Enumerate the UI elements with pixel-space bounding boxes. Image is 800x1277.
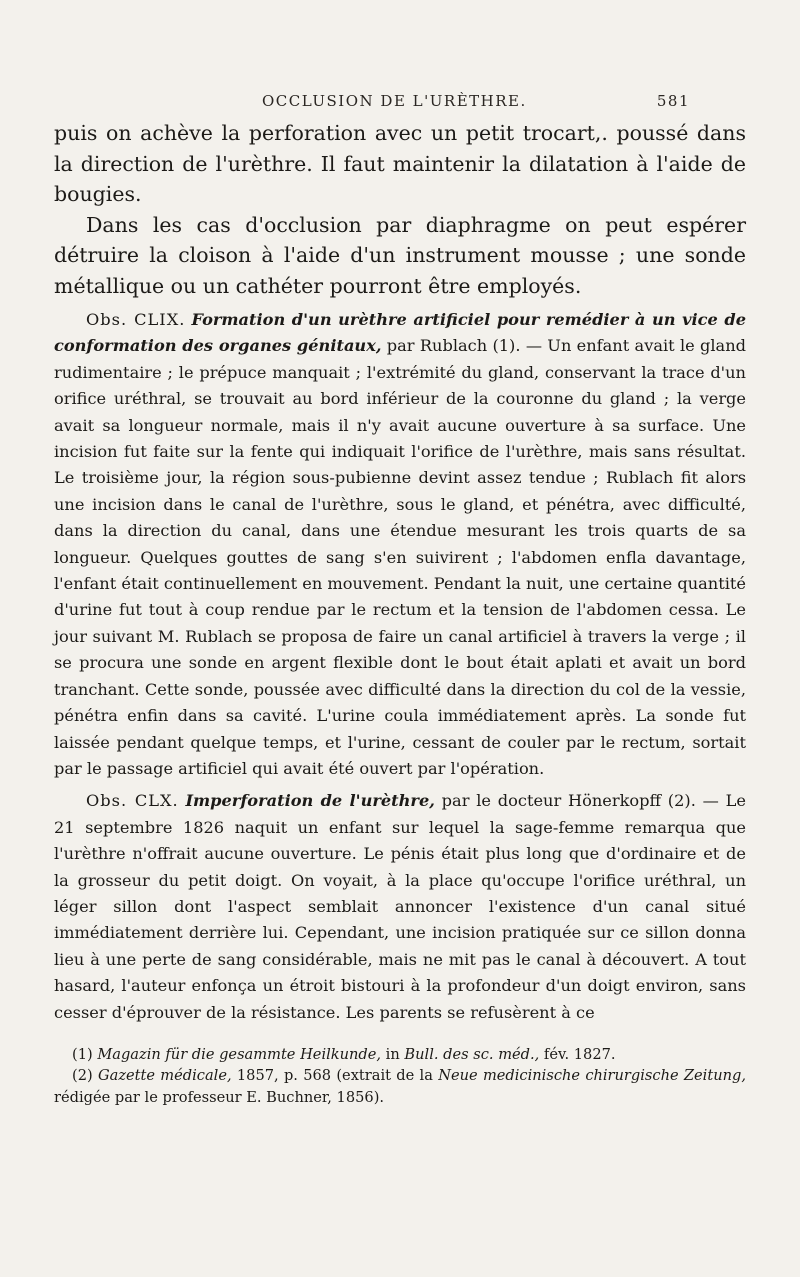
running-head-title: OCCLUSION DE L'URÈTHRE. [262, 92, 527, 110]
observation-label: Obs. CLIX. [86, 310, 186, 329]
observation-clx [54, 788, 746, 1026]
footnote-1: (1) Magazin für die gesammte Heilkunde, in Bull. des sc. méd., fév. 1827. [72, 1045, 616, 1063]
observation-title: Formation d'un urèthre artificiel pour remédier à un vice de conformation des organes génitaux, [54, 310, 746, 356]
paragraph-continuation: puis on achève la perforation avec un petit trocart,. poussé dans la direction de l'urèthre. Il faut maintenir la dilatation à l'aide de bougies. [54, 121, 746, 206]
observation-text: par Rublach (1). — Un enfant avait le gland rudimentaire ; le prépuce manquait ; l'extrémité du gland, conservant la trace d'un orifice uréthral, se trouvait au bord inférieur de la couronne du gland ; la verge avait sa longueur normale, mais il n'y avait aucune ouverture à sa surface. Une incision fut faite sur la fente qui indiquait l'orifice de l'urèthre, mais sans résultat. Le troisième jour, la région sous-pubienne devint assez tendue ; Rublach fit alors une incision dans le canal de l'urèthre, sous le gland, et pénétra, avec difficulté, dans la direction du canal, dans une étendue mesurant les trois quarts de sa longueur. Quelques gouttes de sang s'en suivirent ; l'abdomen enfla davantage, l'enfant était continuellement en mouvement. Pendant la nuit, une certaine quantité d'urine fut tout à coup rendue par le rectum et la tension de l'abdomen cessa. Le jour suivant M. Rublach se proposa de faire un canal artificiel à travers la verge ; il se procura une sonde en argent flexible dont le bout était aplati et avait un bord tranchant. Cette sonde, poussée avec difficulté dans la direction du col de la vessie, pénétra enfin dans sa cavité. L'urine coula immédiatement après. La sonde fut laissée pendant quelque temps, et l'urine, cessant de couler par le rectum, sortait par le passage artificiel qui avait été ouvert par l'opération. [54, 336, 746, 778]
observation-clix [54, 307, 746, 782]
paragraph-diaphragme: Dans les cas d'occlusion par diaphragme on peut espérer détruire la cloison à l'aide d'un instrument mousse ; une sonde métallique ou un cathéter pourront être employés. [54, 212, 746, 298]
footnotes [54, 1044, 746, 1109]
footnote-2: (2) Gazette médicale, 1857, p. 568 (extrait de la Neue medicinische chirurgische Zeitung, rédigée par le professeur E. Buchner, 1856). [54, 1067, 746, 1106]
observation-label: Obs. CLX. [86, 791, 179, 811]
observation-title: Imperforation de l'urèthre, [185, 791, 435, 811]
page-number: 581 [656, 92, 690, 110]
body-text [54, 118, 746, 1108]
observation-text: par le docteur Hönerkopff (2). — Le 21 septembre 1826 naquit un enfant sur lequel la sage-femme remarqua que l'urèthre n'offrait aucune ouverture. Le pénis était plus long que d'ordinaire et de la grosseur du petit doigt. On voyait, à la place qu'occupe l'orifice uréthral, un léger sillon dont l'aspect semblait annoncer l'existence d'un canal situé immédiatement derrière lui. Cependant, une incision pratiquée sur ce sillon donna lieu à une perte de sang considérable, mais ne mit pas le canal à découvert. A tout hasard, l'auteur enfonça un étroit bistouri à la profondeur d'un doigt environ, sans cesser d'éprouver de la résistance. Les parents se refusèrent à ce [54, 791, 746, 1022]
